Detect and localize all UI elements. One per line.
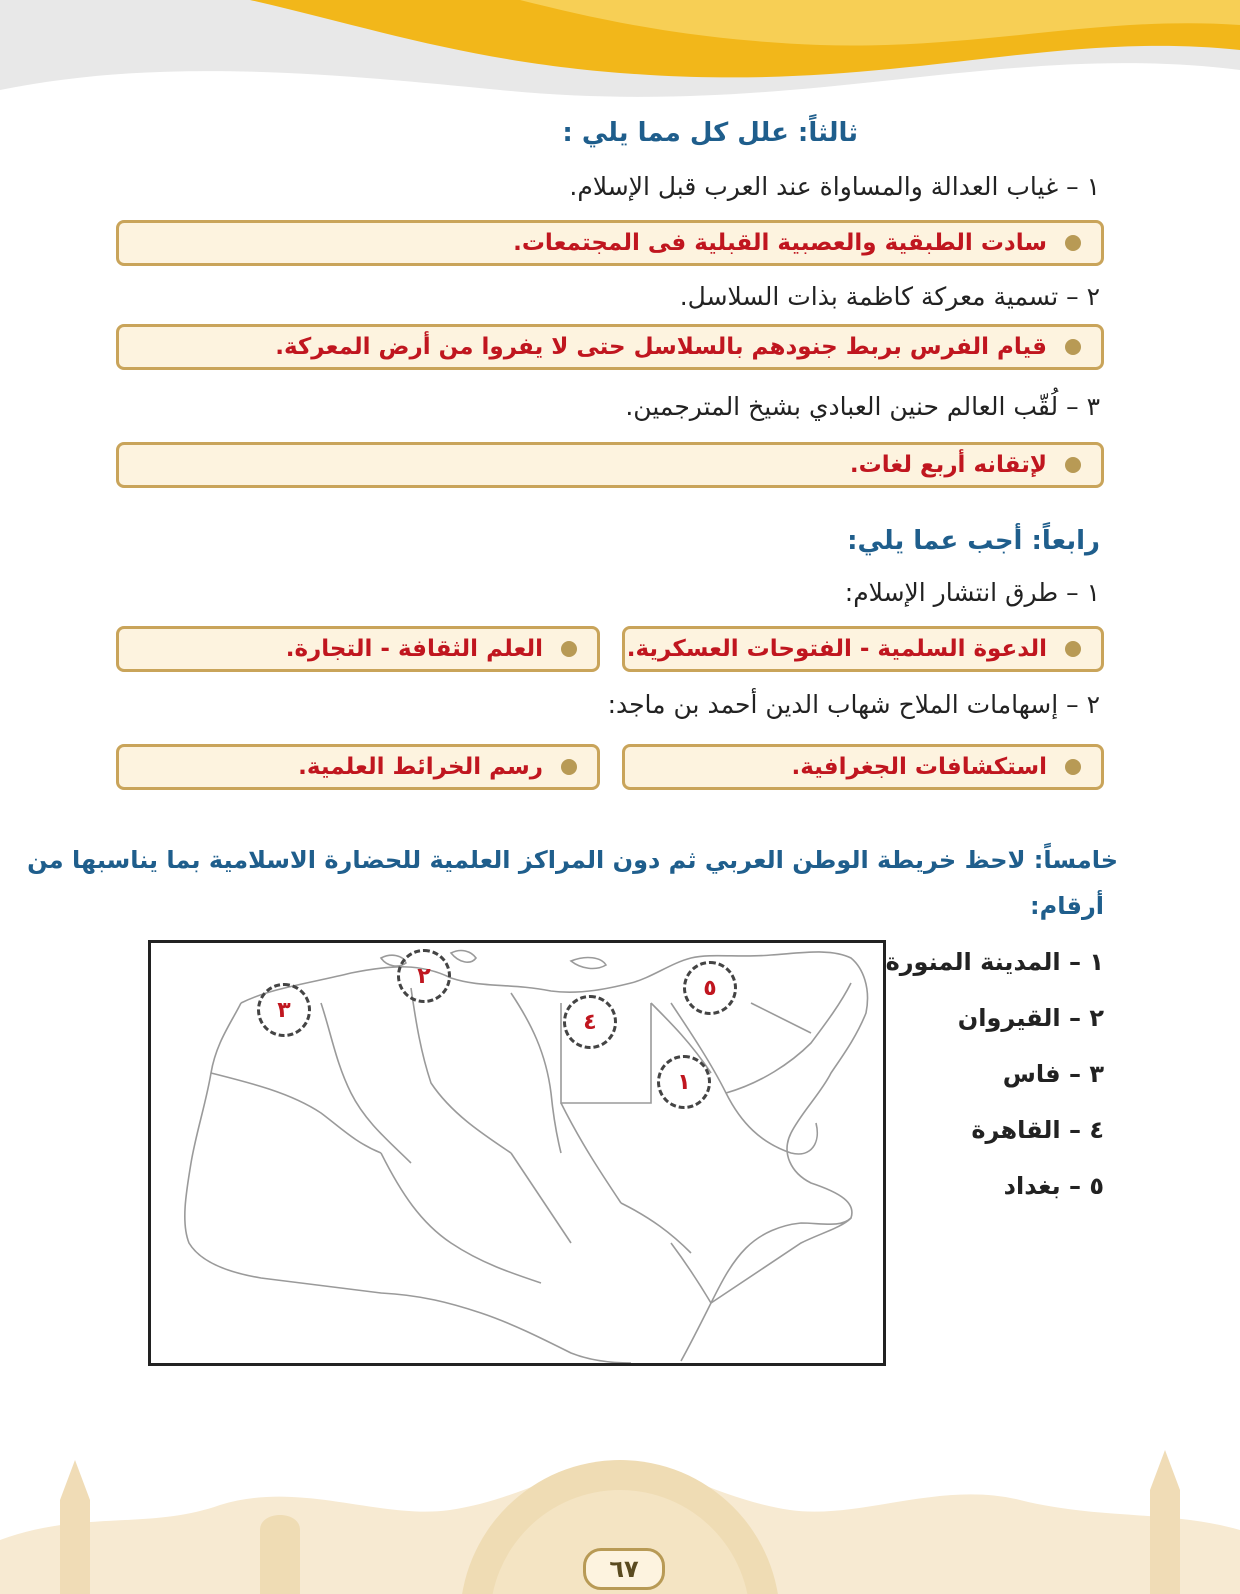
answer-text-5a: استكشافات الجغرافية. xyxy=(791,754,1047,780)
list-item-3: ٣ – فاس xyxy=(1002,1060,1104,1088)
arab-world-map xyxy=(148,940,886,1366)
answer-text-4b: العلم الثقافة - التجارة. xyxy=(285,636,543,662)
answer-box-5b xyxy=(116,744,600,790)
section4-title: رابعاً: أجب عما يلي: xyxy=(847,526,1100,556)
list-item-1: ١ – المدينة المنورة xyxy=(885,948,1104,976)
bullet-dot-icon xyxy=(1065,457,1081,473)
bullet-dot-icon xyxy=(1065,339,1081,355)
top-banner-wave xyxy=(0,0,1240,110)
section5-title-line1: خامساً: لاحظ خريطة الوطن العربي ثم دون المراكز العلمية للحضارة الاسلامية بما يناسبها من xyxy=(27,846,1118,874)
answer-box-3 xyxy=(116,442,1104,488)
answer-text-3: لإتقانه أربع لغات. xyxy=(849,452,1047,478)
bullet-dot-icon xyxy=(1065,235,1081,251)
answer-box-4b xyxy=(116,626,600,672)
answer-box-2 xyxy=(116,324,1104,370)
section4-question-1: ١ – طرق انتشار الإسلام: xyxy=(844,578,1100,607)
map-marker-5: ٥ xyxy=(683,961,737,1015)
answer-text-2: قيام الفرس بربط جنودهم بالسلاسل حتى لا يفروا من أرض المعركة. xyxy=(275,334,1047,360)
section5-title-line2: أرقام: xyxy=(1030,892,1104,920)
section3-question-2: ٢ – تسمية معركة كاظمة بذات السلاسل. xyxy=(679,282,1100,311)
map-marker-4: ٤ xyxy=(563,995,617,1049)
section3-question-3: ٣ – لُقّب العالم حنين العبادي بشيخ المترجمين. xyxy=(625,392,1100,421)
answer-text-5b: رسم الخرائط العلمية. xyxy=(298,754,543,780)
section3-question-1: ١ – غياب العدالة والمساواة عند العرب قبل الإسلام. xyxy=(569,172,1100,201)
list-item-5: ٥ – بغداد xyxy=(1003,1172,1104,1200)
map-marker-3: ٣ xyxy=(257,983,311,1037)
list-item-4: ٤ – القاهرة xyxy=(971,1116,1104,1144)
list-item-2: ٢ – القيروان xyxy=(957,1004,1104,1032)
answer-text-1: سادت الطبقية والعصبية القبلية فى المجتمعات. xyxy=(513,230,1047,256)
map-marker-1: ١ xyxy=(657,1055,711,1109)
bullet-dot-icon xyxy=(1065,759,1081,775)
section3-title: ثالثاً: علل كل مما يلي : xyxy=(562,118,858,148)
answer-box-5a xyxy=(622,744,1104,790)
answer-box-1 xyxy=(116,220,1104,266)
map-marker-2: ٢ xyxy=(397,949,451,1003)
bullet-dot-icon xyxy=(1065,641,1081,657)
section4-question-2: ٢ – إسهامات الملاح شهاب الدين أحمد بن ماجد: xyxy=(607,690,1100,719)
answer-box-4a xyxy=(622,626,1104,672)
page-number: ٦٧ xyxy=(583,1548,665,1590)
answer-text-4a: الدعوة السلمية - الفتوحات العسكرية. xyxy=(626,636,1047,662)
bullet-dot-icon xyxy=(561,759,577,775)
bullet-dot-icon xyxy=(561,641,577,657)
